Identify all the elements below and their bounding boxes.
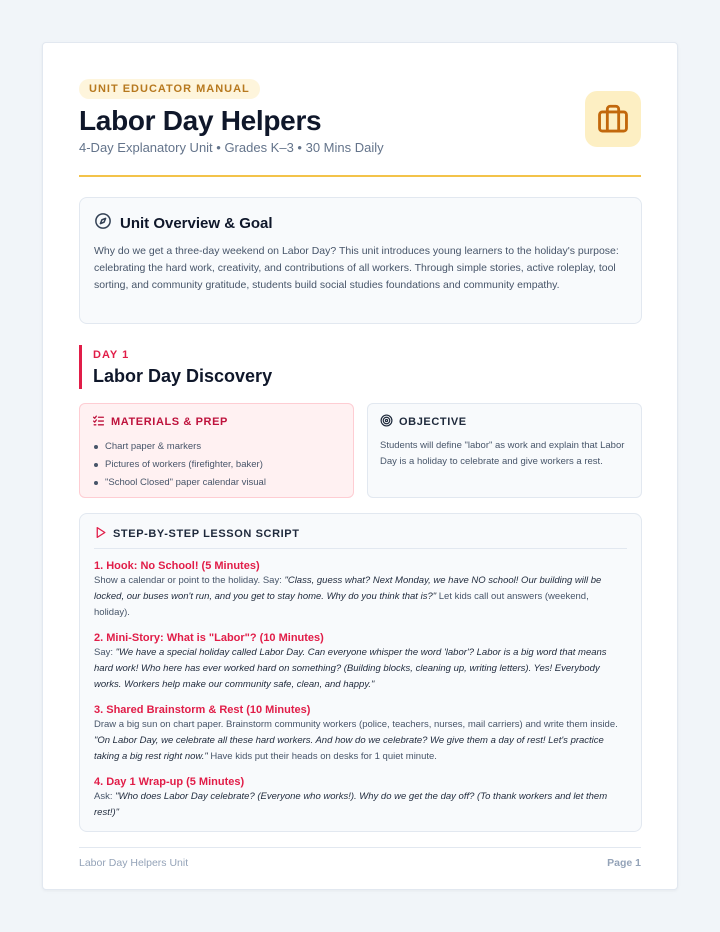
step-title: 2. Mini-Story: What is "Labor"? (10 Minutes) bbox=[94, 632, 324, 644]
list-item: Chart paper & markers bbox=[92, 438, 341, 456]
objective-text: Students will define "labor" as work and explain that Labor Day is a holiday to celebrate and give workers a rest. bbox=[380, 440, 625, 467]
step-quote: "On Labor Day, we celebrate all these hard workers. And how do we celebrate? We give them a day of rest! Let's practice taking a big rest right now." bbox=[94, 735, 604, 762]
page-header bbox=[79, 79, 641, 177]
lesson-script-card bbox=[79, 513, 642, 832]
materials-title: MATERIALS & PREP bbox=[111, 416, 228, 428]
footer-unit-name: Labor Day Helpers Unit bbox=[79, 857, 189, 869]
lesson-step bbox=[94, 775, 627, 821]
list-item: "School Closed" paper calendar visual bbox=[92, 474, 341, 492]
materials-list bbox=[92, 438, 341, 492]
target-icon bbox=[380, 414, 393, 430]
step-title: 1. Hook: No School! (5 Minutes) bbox=[94, 560, 260, 572]
step-text: Ask: "Who does Labor Day celebrate? (Everyone who works!). Why do we get the day off? (To thank workers and let them rest!)" bbox=[94, 791, 608, 818]
page-title: Labor Day Helpers bbox=[79, 105, 322, 136]
page-footer bbox=[79, 847, 641, 869]
day-title: Labor Day Discovery bbox=[93, 366, 273, 386]
briefcase-icon bbox=[585, 91, 641, 147]
step-text: Show a calendar or point to the holiday. Say: "Class, guess what? Next Monday, we have NO school! Our building will be locked, our buses won't run, and you get to stay home. Why do you think that is?" Let kids call out answers (weekend, holiday). bbox=[94, 575, 602, 618]
unit-badge: UNIT EDUCATOR MANUAL bbox=[79, 79, 260, 99]
objective-title: OBJECTIVE bbox=[399, 416, 467, 428]
checklist-icon bbox=[92, 414, 105, 430]
step-text: Draw a big sun on chart paper. Brainstorm community workers (police, teachers, nurses, mail carriers) and write them inside. "On Labor Day, we celebrate all these hard workers. And how do we celebrate? We give them a day of rest! Let's practice taking a big rest right now." Have kids put their heads on desks for 1 quiet minute. bbox=[94, 719, 618, 762]
lesson-step bbox=[94, 559, 627, 621]
step-quote: "We have a special holiday called Labor Day. Can everyone whisper the word 'labor'? Labor is a big word that means hard work! Who here has ever worked hard on something? (Building blocks, cleaning up, writing letters). Yes! Everybody works. Workers help make our community safe, clean, and happy." bbox=[94, 647, 607, 690]
day-heading bbox=[79, 345, 479, 389]
step-quote: "Who does Labor Day celebrate? (Everyone who works!). Why do we get the day off? (To thank workers and let them rest!)" bbox=[94, 791, 608, 818]
step-text: Say: "We have a special holiday called Labor Day. Can everyone whisper the word 'labor'? Labor is a big word that means hard work! Who here has ever worked hard on something? (Building blocks, cleaning up, writing letters). Yes! Everybody works. Workers help make our community safe, clean, and happy." bbox=[94, 647, 607, 690]
manual-page bbox=[42, 42, 678, 890]
step-quote: "Class, guess what? Next Monday, we have NO school! Our building will be locked, our buses won't run, and you get to stay home. Why do you think that is?" bbox=[94, 575, 602, 602]
lesson-step bbox=[94, 631, 627, 693]
page-subtitle: 4-Day Explanatory Unit • Grades K–3 • 30 Mins Daily bbox=[79, 140, 384, 155]
lesson-step bbox=[94, 703, 627, 765]
materials-card bbox=[79, 403, 354, 498]
compass-icon bbox=[94, 212, 112, 235]
script-title: STEP-BY-STEP LESSON SCRIPT bbox=[113, 528, 300, 540]
step-title: 3. Shared Brainstorm & Rest (10 Minutes) bbox=[94, 704, 311, 716]
step-title: 4. Day 1 Wrap-up (5 Minutes) bbox=[94, 776, 245, 788]
page-number: Page 1 bbox=[607, 857, 641, 869]
overview-text: Why do we get a three-day weekend on Labor Day? This unit introduces young learners to the holiday's purpose: celebrating the hard work, creativity, and contributions of all workers. Through simple stories, active roleplay, tool sorting, and community gratitude, students build social studies foundations and community empathy. bbox=[94, 245, 619, 291]
day-label: DAY 1 bbox=[93, 349, 130, 361]
unit-overview-card bbox=[79, 197, 642, 324]
overview-title: Unit Overview & Goal bbox=[120, 215, 273, 232]
list-item: Pictures of workers (firefighter, baker) bbox=[92, 456, 341, 474]
play-icon bbox=[94, 526, 107, 542]
objective-card bbox=[367, 403, 642, 498]
